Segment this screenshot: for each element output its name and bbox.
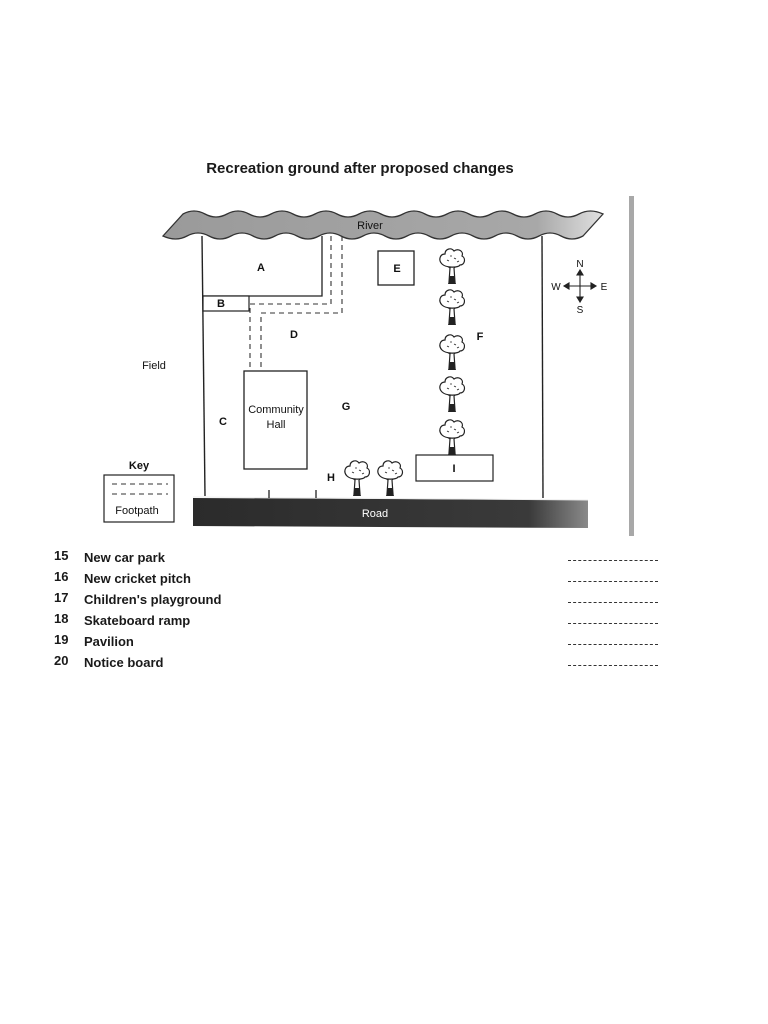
question-number: 19 [54, 632, 69, 647]
river-band [163, 211, 603, 239]
question-item [54, 632, 664, 653]
answer-blank[interactable] [568, 581, 658, 582]
question-number: 18 [54, 611, 69, 626]
tree-icon [440, 420, 465, 455]
compass-icon [564, 270, 596, 302]
area-label-c: C [219, 416, 227, 428]
page-shadow [629, 196, 634, 536]
community-hall-label-line2: Hall [266, 419, 286, 431]
question-number: 15 [54, 548, 69, 563]
field-label: Field [142, 360, 166, 372]
area-b-box [203, 296, 249, 311]
road-label: Road [361, 508, 389, 520]
tree-icon [440, 290, 465, 325]
east-boundary [542, 236, 543, 498]
key-title: Key [128, 460, 150, 472]
question-item [54, 590, 664, 611]
west-boundary [202, 236, 205, 496]
answer-blank[interactable] [568, 623, 658, 624]
compass-south: S [576, 305, 584, 316]
tree-icon [440, 335, 465, 370]
question-number: 16 [54, 569, 69, 584]
area-label-b: B [217, 298, 225, 310]
area-label-g: G [341, 401, 351, 413]
question-number: 17 [54, 590, 69, 605]
question-item [54, 548, 664, 569]
question-item [54, 569, 664, 590]
question-number: 20 [54, 653, 69, 668]
tree-icon [378, 461, 403, 496]
compass-west: W [551, 282, 561, 293]
key-footpath-label: Footpath [115, 505, 159, 517]
question-text: Skateboard ramp [84, 613, 191, 628]
answer-blank[interactable] [568, 665, 658, 666]
compass-north: N [576, 259, 584, 270]
tree-icon [440, 377, 465, 412]
question-item [54, 653, 664, 674]
area-label-a: A [257, 262, 265, 274]
question-item [54, 611, 664, 632]
road-band [193, 498, 588, 528]
answer-blank[interactable] [568, 560, 658, 561]
answer-blank[interactable] [568, 644, 658, 645]
community-hall-label-line1: Community [248, 404, 304, 416]
question-text: New cricket pitch [84, 571, 191, 586]
map-title: Recreation ground after proposed changes [206, 160, 514, 177]
tree-icon [345, 461, 370, 496]
question-text: Pavilion [84, 634, 134, 649]
area-label-i: I [452, 463, 456, 475]
question-text: New car park [84, 550, 165, 565]
area-label-d: D [290, 329, 298, 341]
question-text: Notice board [84, 655, 164, 670]
answer-blank[interactable] [568, 602, 658, 603]
question-list [54, 548, 664, 674]
area-label-e: E [393, 263, 401, 275]
compass-east: E [600, 282, 608, 293]
tree-icon [440, 249, 465, 284]
river-label: River [357, 220, 383, 232]
area-label-h: H [327, 472, 335, 484]
question-text: Children's playground [84, 592, 222, 607]
footpath [250, 236, 342, 371]
area-label-f: F [476, 331, 484, 343]
